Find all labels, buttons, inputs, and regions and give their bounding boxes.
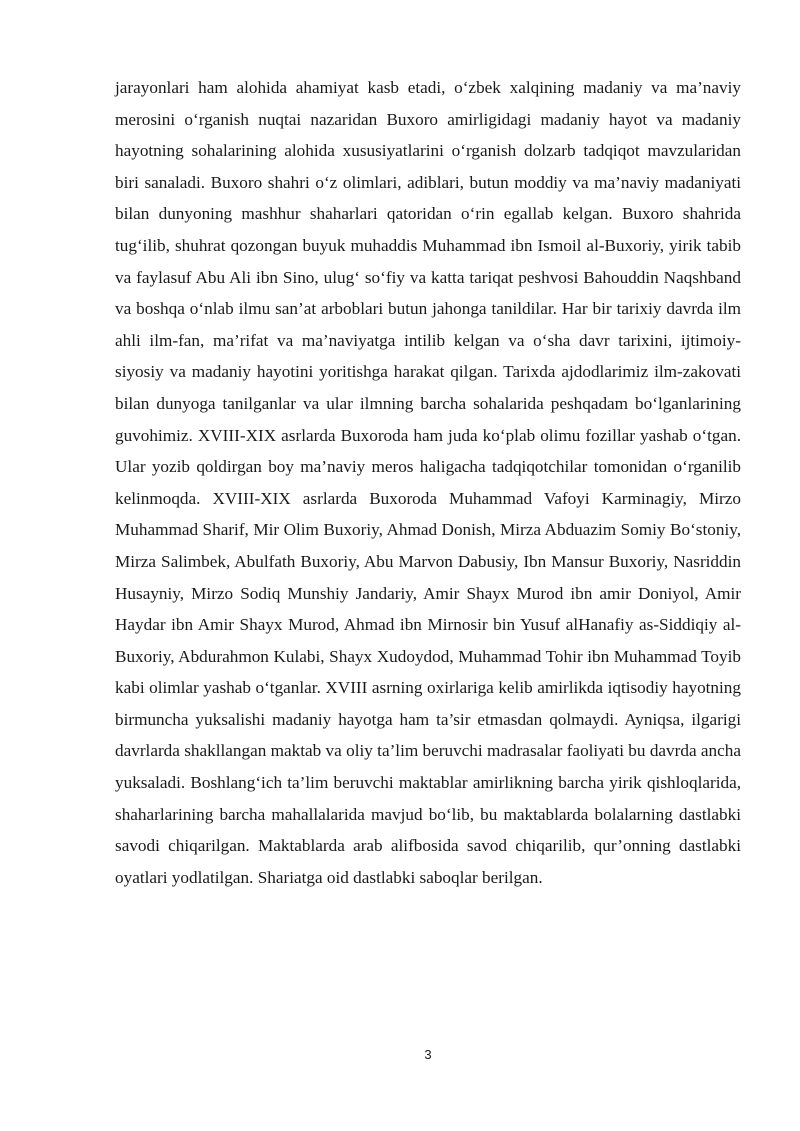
body-paragraph: jarayonlari ham alohida ahamiyat kasb etadi, o‘zbek xalqining madaniy va ma’naviy merosini o‘rganish nuqtai nazaridan Buxoro amirligidagi madaniy hayot va madaniy hayotning sohalarining alohida xususiyatlarini o‘rganish dolzarb tadqiqot mavzularidan biri sanaladi. Buxoro shahri o‘z olimlari, adiblari, butun moddiy va ma’naviy madaniyati bilan dunyoning mashhur shaharlari qatoridan o‘rin egallab kelgan. Buxoro shahrida tug‘ilib, shuhrat qozongan buyuk muhaddis Muhammad ibn Ismoil al-Buxoriy, yirik tabib va faylasuf Abu Ali ibn Sino, ulug‘ so‘fiy va katta tariqat peshvosi Bahouddin Naqshband va boshqa o‘nlab ilmu san’at arboblari butun jahonga tanildilar. Har bir tarixiy davrda ilm ahli ilm-fan, ma’rifat va ma’naviyatga intilib kelgan va o‘sha davr tarixini, ijtimoiy-siyosiy va madaniy hayotini yoritishga harakat qilgan. Tarixda ajdodlarimiz ilm-zakovati bilan dunyoga tanilganlar va ular ilmning barcha sohalarida peshqadam bo‘lganlarining guvohimiz. XVIII-XIX asrlarda Buxoroda ham juda ko‘plab olimu fozillar yashab o‘tgan. Ular yozib qoldirgan boy ma’naviy meros haligacha tadqiqotchilar tomonidan o‘rganilib kelinmoqda. XVIII-XIX asrlarda Buxoroda Muhammad Vafoyi Karminagiy, Mirzo Muhammad Sharif, Mir Olim Buxoriy, Ahmad Donish, Mirza Abduazim Somiy Bo‘stoniy, Mirza Salimbek, Abulfath Buxoriy, Abu Marvon Dabusiy, Ibn Mansur Buxoriy, Nasriddin Husayniy, Mirzo Sodiq Munshiy Jandariy, Amir Shayx Murod ibn amir Doniyol, Amir Haydar ibn Amir Shayx Murod, Ahmad ibn Mirnosir bin Yusuf alHanafiy as-Siddiqiy al-Buxoriy, Abdurahmon Kulabi, Shayx Xudoydod, Muhammad Tohir ibn Muhammad Toyib kabi olimlar yashab o‘tganlar. XVIII asrning oxirlariga kelib amirlikda iqtisodiy hayotning birmuncha yuksalishi madaniy hayotga ham ta’sir etmasdan qolmaydi. Ayniqsa, ilgarigi davrlarda shakllangan maktab va oliy ta’lim beruvchi madrasalar faoliyati bu davrda ancha yuksaladi. Boshlang‘ich ta’lim beruvchi maktablar amirlikning barcha yirik qishloqlarida, shaharlarining barcha mahallalarida mavjud bo‘lib, bu maktablarda bolalarning dastlabki savodi chiqarilgan. Maktablarda arab alifbosida savod chiqarilib, qur’onning dastlabki oyatlari yodlatilgan. Shariatga oid dastlabki saboqlar berilgan. — [115, 78, 741, 887]
page-number: 3 — [424, 1047, 432, 1062]
